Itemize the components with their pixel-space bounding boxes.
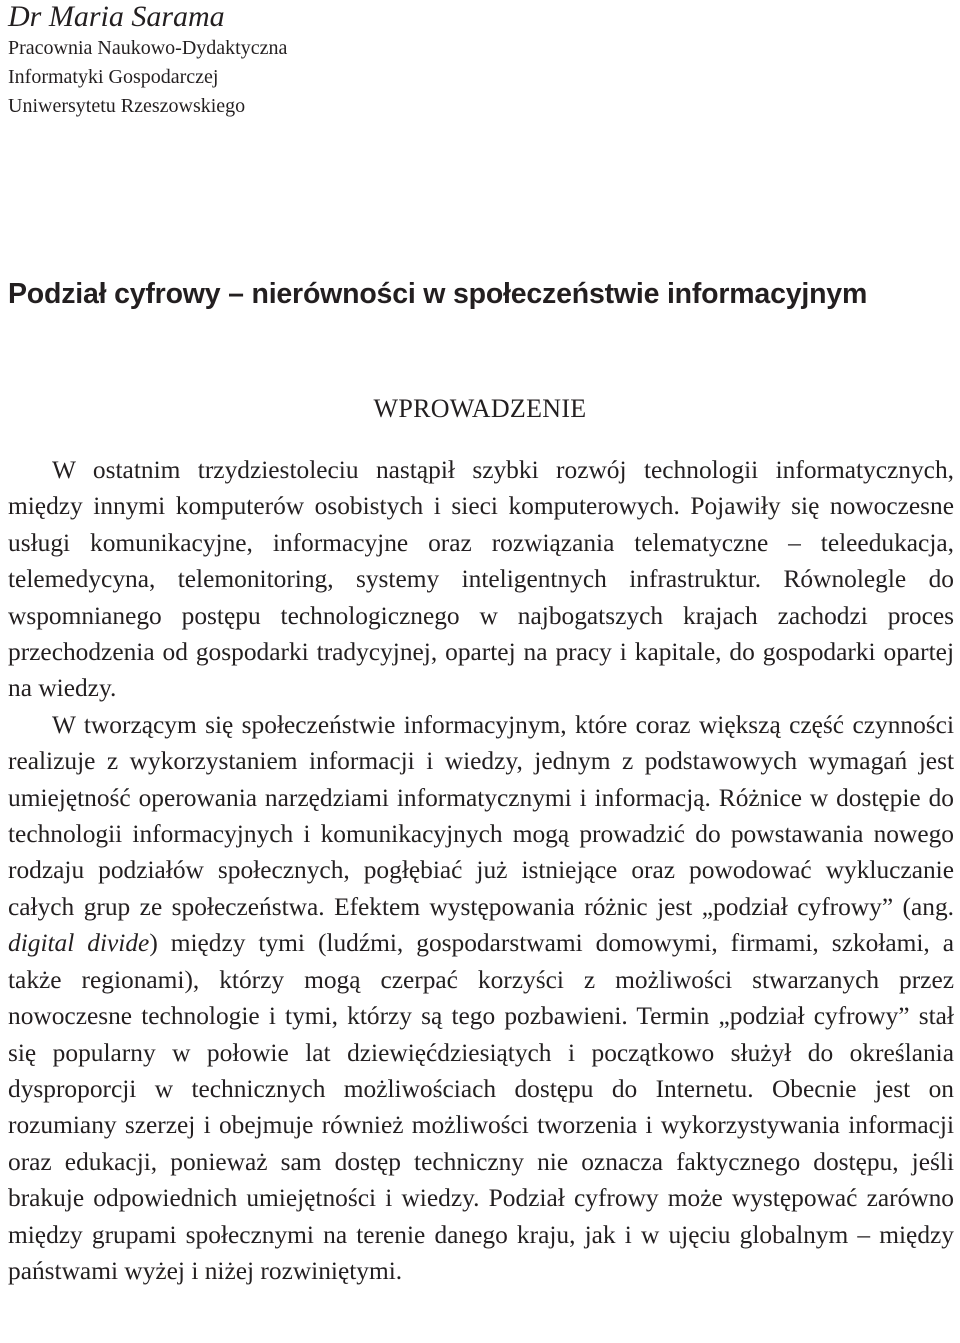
author-block bbox=[8, 0, 287, 121]
paragraph bbox=[8, 707, 954, 1290]
italic-term: digital divide bbox=[8, 929, 150, 958]
section-heading: WPROWADZENIE bbox=[373, 394, 587, 423]
paragraph-text: ) między tymi (ludźmi, gospodarstwami domowymi, firmami, szkołami, a także regionami), którzy mogą czerpać korzyści z możliwości stwarzanych przez nowoczesne technologie i tymi, którzy są tego pozbawieni. Termin „podział cyfrowy” stał się popularny w połowie lat dziewięćdziesiątych i początkowo służył do określania dysproporcji w technicznych możliwościach dostępu do Internetu. Obecnie jest on rozumiany szerzej i obejmuje również możliwości tworzenia i wykorzystywania informacji oraz edukacji, ponieważ sam dostęp techniczny nie oznacza faktycznego dostępu, jeśli brakuje odpowiednich umiejętności i wiedzy. Podział cyfrowy może występować zarówno między grupami społecznymi na terenie danego kraju, jak i w ujęciu globalnym – między państwami wyżej i niżej rozwiniętymi. bbox=[8, 929, 954, 1285]
body-text bbox=[8, 452, 954, 1289]
paragraph-text: W tworzącym się społeczeństwie informacyjnym, które coraz większą część czynności realizuje z wykorzystaniem informacji i wiedzy, jednym z podstawowych wymagań jest umiejętność operowania narzędziami informatycznymi i informacją. Różnice w dostępie do technologii informacyjnych i komunikacyjnych mogą prowadzić do powstawania nowego rodzaju podziałów społecznych, pogłębiać już istniejące oraz powodować wykluczanie całych grup ze społeczeństwa. Efektem występowania różnic jest „podział cyfrowy” (ang. bbox=[8, 710, 954, 921]
affiliation-line: Pracownia Naukowo-Dydaktyczna bbox=[8, 37, 288, 59]
affiliation-line: Informatyki Gospodarczej bbox=[8, 66, 219, 88]
paragraph: W ostatnim trzydziestoleciu nastąpił szybki rozwój technologii informatycznych, między innymi komputerów osobistych i sieci komputerowych. Pojawiły się nowoczesne usługi komunikacyjne, informacyjne oraz rozwiązania telematyczne – teleedukacja, telemedycyna, telemonitoring, systemy inteligentnych infrastruktur. Równolegle do wspomnianego postępu technologicznego w najbogatszych krajach zachodzi proces przechodzenia od gospodarki tradycyjnej, opartej na pracy i kapitale, do gospodarki opartej na wiedzy. bbox=[8, 456, 954, 703]
article-title: Podział cyfrowy – nierówności w społeczeństwie informacyjnym bbox=[8, 278, 868, 310]
affiliation-line: Uniwersytetu Rzeszowskiego bbox=[8, 95, 246, 117]
author-name: Dr Maria Sarama bbox=[8, 0, 225, 33]
